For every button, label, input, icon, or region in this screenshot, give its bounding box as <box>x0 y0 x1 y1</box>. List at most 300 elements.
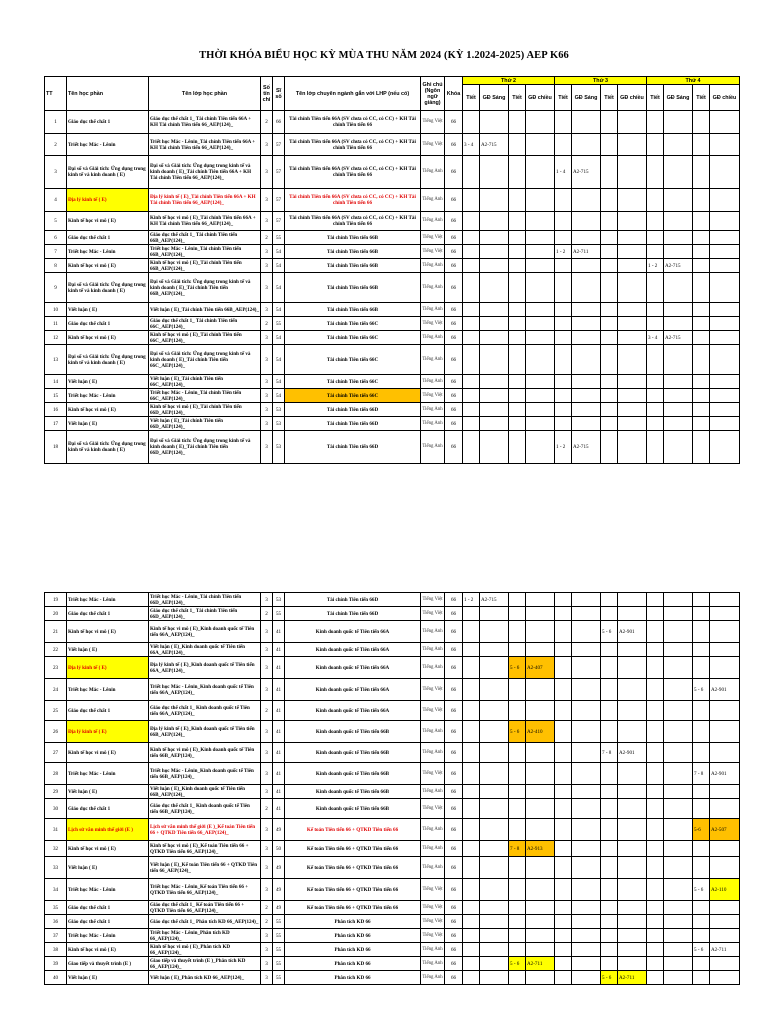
table-row <box>45 259 740 273</box>
room-cell <box>710 841 740 857</box>
room-cell <box>572 111 601 134</box>
room-cell <box>618 819 647 841</box>
period-cell <box>555 841 572 857</box>
room-cell <box>664 417 693 431</box>
room-cell <box>526 593 555 607</box>
course-name: Triết học Mác - Lênin <box>67 679 149 701</box>
class-section-name: Kinh tế học vi mô ( E)_Tài chính Tiên tiến 66B_AEP(124)_ <box>149 259 261 273</box>
period-cell <box>463 901 480 915</box>
period-cell <box>647 957 664 971</box>
period-cell <box>601 345 618 375</box>
period-cell <box>463 819 480 841</box>
course-name: Địa lý kinh tế ( E) <box>67 657 149 679</box>
room-cell <box>480 763 509 785</box>
room-cell <box>526 212 555 231</box>
row-number: 38 <box>45 943 67 957</box>
major-class: Tài chính Tiên tiến 66B <box>285 303 421 317</box>
period-cell <box>647 417 664 431</box>
period-cell <box>693 657 710 679</box>
period-cell <box>601 189 618 212</box>
room-cell: A2-715 <box>572 431 601 464</box>
period-cell <box>647 231 664 245</box>
room-cell <box>710 245 740 259</box>
room-cell <box>618 799 647 819</box>
room-cell <box>526 156 555 189</box>
class-section-name: Đại số và Giải tích: Ứng dụng trong kinh tế và kinh doanh ( E)_Tài chính Tiên tiến 66C_AEP(124)_ <box>149 345 261 375</box>
header-sub-2-2: Tiết <box>693 85 710 111</box>
period-cell <box>463 799 480 819</box>
student-count: 55 <box>273 929 285 943</box>
cohort: 66 <box>445 679 463 701</box>
student-count: 53 <box>273 417 285 431</box>
table-row <box>45 785 740 799</box>
room-cell <box>572 189 601 212</box>
period-cell <box>601 701 618 721</box>
row-number: 37 <box>45 929 67 943</box>
room-cell <box>618 679 647 701</box>
row-number: 7 <box>45 245 67 259</box>
language-note: Tiếng Việt <box>421 111 445 134</box>
period-cell <box>555 273 572 303</box>
header-student-count: Sĩ số <box>273 77 285 111</box>
room-cell <box>710 915 740 929</box>
period-cell <box>601 331 618 345</box>
row-number: 12 <box>45 331 67 345</box>
period-cell <box>647 721 664 743</box>
class-section-name: Viết luận ( E)_Tài chính Tiên tiến 66C_AEP(124)_ <box>149 375 261 389</box>
course-name: Triết học Mác - Lênin <box>67 929 149 943</box>
period-cell <box>463 621 480 643</box>
credits: 2 <box>261 317 273 331</box>
room-cell <box>480 679 509 701</box>
period-cell <box>555 857 572 879</box>
period-cell <box>509 403 526 417</box>
period-cell <box>647 607 664 621</box>
room-cell <box>526 929 555 943</box>
period-cell <box>601 212 618 231</box>
period-cell: 5-6 <box>693 819 710 841</box>
period-cell <box>693 212 710 231</box>
period-cell <box>555 971 572 985</box>
cohort: 66 <box>445 879 463 901</box>
header-day-3: Thứ 3 <box>555 77 647 85</box>
class-section-name: Viết luận ( E)_Kinh doanh quốc tế Tiên tiến 66A_AEP(124)_ <box>149 643 261 657</box>
cohort: 66 <box>445 607 463 621</box>
room-cell <box>480 785 509 799</box>
period-cell <box>463 785 480 799</box>
period-cell <box>647 943 664 957</box>
room-cell <box>572 971 601 985</box>
room-cell <box>710 701 740 721</box>
cohort: 66 <box>445 593 463 607</box>
room-cell <box>664 621 693 643</box>
language-note: Tiếng Việt <box>421 679 445 701</box>
course-name: Triết học Mác - Lênin <box>67 763 149 785</box>
major-class: Tài chính Tiên tiến 66B <box>285 245 421 259</box>
period-cell <box>693 607 710 621</box>
period-cell <box>693 593 710 607</box>
course-name: Viết luận ( E) <box>67 857 149 879</box>
period-cell <box>647 643 664 657</box>
credits: 3 <box>261 929 273 943</box>
course-name: Viết luận ( E) <box>67 303 149 317</box>
period-cell <box>509 785 526 799</box>
room-cell <box>710 231 740 245</box>
room-cell <box>664 879 693 901</box>
room-cell <box>664 156 693 189</box>
class-section-name: Giáo dục thể chất 1_ Kinh doanh quốc tế Tiên tiến 66B_AEP(124)_ <box>149 799 261 819</box>
language-note: Tiếng Anh <box>421 841 445 857</box>
room-cell <box>664 841 693 857</box>
cohort: 66 <box>445 403 463 417</box>
period-cell <box>647 701 664 721</box>
period-cell <box>509 317 526 331</box>
row-number: 5 <box>45 212 67 231</box>
language-note: Tiếng Việt <box>421 701 445 721</box>
room-cell <box>664 593 693 607</box>
period-cell <box>601 389 618 403</box>
table-row <box>45 156 740 189</box>
room-cell <box>618 957 647 971</box>
course-name: Đại số và Giải tích: Ứng dụng trong kinh tế và kinh doanh ( E) <box>67 431 149 464</box>
period-cell <box>647 245 664 259</box>
class-section-name: Địa lý kinh tế ( E)_Kinh doanh quốc tế Tiên tiến 66A_AEP(124)_ <box>149 657 261 679</box>
room-cell <box>710 345 740 375</box>
room-cell <box>664 743 693 763</box>
class-section-name: Triết học Mác - Lênin_Tài chính Tiên tiến 66C_AEP(124)_ <box>149 389 261 403</box>
period-cell <box>463 345 480 375</box>
room-cell <box>480 389 509 403</box>
period-cell: 5 - 6 <box>601 621 618 643</box>
student-count: 41 <box>273 785 285 799</box>
room-cell <box>664 957 693 971</box>
room-cell: A2-110 <box>710 879 740 901</box>
class-section-name: Viết luận ( E)_Kinh doanh quốc tế Tiên tiến 66B_AEP(124)_ <box>149 785 261 799</box>
room-cell <box>480 345 509 375</box>
major-class: Tài chính Tiên tiến 66B <box>285 273 421 303</box>
class-section-name: Giáo dục thể chất 1_ Tài chính Tiên tiến 66D_AEP(124)_ <box>149 607 261 621</box>
table-row <box>45 819 740 841</box>
period-cell <box>555 403 572 417</box>
student-count: 49 <box>273 819 285 841</box>
room-cell <box>710 303 740 317</box>
room-cell <box>480 943 509 957</box>
room-cell <box>664 111 693 134</box>
period-cell <box>693 857 710 879</box>
room-cell <box>710 375 740 389</box>
language-note: Tiếng Anh <box>421 273 445 303</box>
period-cell: 5 - 6 <box>509 657 526 679</box>
room-cell <box>526 431 555 464</box>
credits: 3 <box>261 189 273 212</box>
period-cell <box>463 303 480 317</box>
period-cell <box>647 763 664 785</box>
student-count: 57 <box>273 156 285 189</box>
room-cell <box>618 431 647 464</box>
period-cell <box>693 929 710 943</box>
period-cell <box>463 431 480 464</box>
language-note: Tiếng Anh <box>421 375 445 389</box>
course-name: Kinh tế học vi mô ( E) <box>67 943 149 957</box>
period-cell <box>601 607 618 621</box>
period-cell <box>555 607 572 621</box>
period-cell <box>693 389 710 403</box>
room-cell <box>480 879 509 901</box>
period-cell <box>601 901 618 915</box>
room-cell <box>618 231 647 245</box>
room-cell <box>618 929 647 943</box>
room-cell <box>664 245 693 259</box>
major-class: Tài chính Tiên tiến 66D <box>285 417 421 431</box>
room-cell: A2-711 <box>572 245 601 259</box>
period-cell <box>463 317 480 331</box>
cohort: 66 <box>445 643 463 657</box>
table-row <box>45 231 740 245</box>
major-class: Kế toán Tiên tiến 66 + QTKD Tiên tiến 66 <box>285 819 421 841</box>
period-cell <box>647 403 664 417</box>
header-class-name: Tên lớp học phần <box>149 77 261 111</box>
period-cell <box>555 345 572 375</box>
student-count: 41 <box>273 743 285 763</box>
header-day-4: Thứ 4 <box>647 77 740 85</box>
cohort: 66 <box>445 763 463 785</box>
cohort: 66 <box>445 189 463 212</box>
language-note: Tiếng Việt <box>421 879 445 901</box>
period-cell <box>601 915 618 929</box>
language-note: Tiếng Anh <box>421 403 445 417</box>
room-cell: A2-901 <box>710 679 740 701</box>
room-cell <box>572 857 601 879</box>
period-cell <box>555 189 572 212</box>
cohort: 66 <box>445 915 463 929</box>
class-section-name: Đại số và Giải tích: Ứng dụng trong kinh tế và kinh doanh ( E)_Tài chính Tiên tiến 66B_AEP(124)_ <box>149 273 261 303</box>
room-cell <box>480 212 509 231</box>
period-cell <box>693 643 710 657</box>
period-cell <box>693 743 710 763</box>
major-class: Phân tích KD 66 <box>285 971 421 985</box>
row-number: 33 <box>45 857 67 879</box>
table-row <box>45 431 740 464</box>
course-name: Viết luận ( E) <box>67 417 149 431</box>
room-cell <box>480 721 509 743</box>
table-row <box>45 621 740 643</box>
room-cell <box>710 657 740 679</box>
room-cell <box>710 721 740 743</box>
credits: 2 <box>261 799 273 819</box>
period-cell <box>693 431 710 464</box>
row-number: 18 <box>45 431 67 464</box>
period-cell <box>509 943 526 957</box>
major-class: Phân tích KD 66 <box>285 915 421 929</box>
period-cell <box>509 799 526 819</box>
period-cell: 5 - 6 <box>693 879 710 901</box>
student-count: 41 <box>273 701 285 721</box>
period-cell <box>693 915 710 929</box>
credits: 3 <box>261 819 273 841</box>
cohort: 66 <box>445 431 463 464</box>
major-class: Phân tích KD 66 <box>285 957 421 971</box>
period-cell <box>647 389 664 403</box>
row-number: 30 <box>45 799 67 819</box>
table-row <box>45 417 740 431</box>
room-cell <box>526 679 555 701</box>
room-cell <box>664 643 693 657</box>
period-cell <box>647 799 664 819</box>
period-cell <box>463 915 480 929</box>
room-cell <box>664 971 693 985</box>
header-cohort: Khóa <box>445 77 463 111</box>
cohort: 66 <box>445 785 463 799</box>
period-cell <box>693 901 710 915</box>
student-count: 54 <box>273 259 285 273</box>
language-note: Tiếng Anh <box>421 189 445 212</box>
major-class: Tài chính Tiên tiến 66C <box>285 317 421 331</box>
table-row <box>45 957 740 971</box>
room-cell <box>618 273 647 303</box>
room-cell <box>572 841 601 857</box>
period-cell <box>693 417 710 431</box>
period-cell: 3 - 4 <box>647 331 664 345</box>
period-cell <box>509 857 526 879</box>
page-title: THỜI KHÓA BIỂU HỌC KỲ MÙA THU NĂM 2024 (KỲ 1.2024-2025) AEP K66 <box>199 50 569 61</box>
credits: 2 <box>261 111 273 134</box>
room-cell <box>664 929 693 943</box>
period-cell <box>693 403 710 417</box>
room-cell <box>572 607 601 621</box>
room-cell <box>710 317 740 331</box>
table-row <box>45 375 740 389</box>
room-cell <box>572 743 601 763</box>
language-note: Tiếng Anh <box>421 857 445 879</box>
period-cell <box>509 621 526 643</box>
room-cell <box>480 403 509 417</box>
credits: 3 <box>261 134 273 156</box>
room-cell <box>480 901 509 915</box>
course-name: Kinh tế học vi mô ( E) <box>67 403 149 417</box>
period-cell <box>509 679 526 701</box>
student-count: 55 <box>273 915 285 929</box>
cohort: 66 <box>445 657 463 679</box>
room-cell <box>480 643 509 657</box>
course-name: Đại số và Giải tích: Ứng dụng trong kinh tế và kinh doanh ( E) <box>67 273 149 303</box>
language-note: Tiếng Anh <box>421 417 445 431</box>
room-cell <box>480 431 509 464</box>
period-cell <box>463 417 480 431</box>
credits: 3 <box>261 417 273 431</box>
major-class: Kinh doanh quốc tế Tiên tiến 66A <box>285 679 421 701</box>
cohort: 66 <box>445 389 463 403</box>
period-cell <box>601 943 618 957</box>
language-note: Tiếng Việt <box>421 134 445 156</box>
row-number: 1 <box>45 111 67 134</box>
cohort: 66 <box>445 929 463 943</box>
room-cell <box>480 231 509 245</box>
cohort: 66 <box>445 971 463 985</box>
period-cell <box>509 901 526 915</box>
credits: 3 <box>261 403 273 417</box>
credits: 3 <box>261 857 273 879</box>
room-cell <box>572 259 601 273</box>
room-cell <box>618 245 647 259</box>
student-count: 41 <box>273 799 285 819</box>
course-name: Giao tiếp và thuyết trình (E ) <box>67 957 149 971</box>
class-section-name: Kinh tế học vi mô ( E)_Tài chính Tiên tiến 66D_AEP(124)_ <box>149 403 261 417</box>
period-cell <box>601 657 618 679</box>
course-name: Giáo dục thể chất 1 <box>67 607 149 621</box>
student-count: 41 <box>273 763 285 785</box>
room-cell <box>710 331 740 345</box>
period-cell <box>647 273 664 303</box>
room-cell <box>480 156 509 189</box>
room-cell <box>710 259 740 273</box>
period-cell <box>601 721 618 743</box>
cohort: 66 <box>445 331 463 345</box>
header-credits: Số tín chỉ <box>261 77 273 111</box>
course-name: Địa lý kinh tế ( E) <box>67 721 149 743</box>
room-cell <box>526 607 555 621</box>
room-cell: A2-407 <box>526 657 555 679</box>
credits: 2 <box>261 231 273 245</box>
course-name: Địa lý kinh tế ( E) <box>67 189 149 212</box>
period-cell <box>693 701 710 721</box>
header-sub-2-3: GĐ chiều <box>710 85 740 111</box>
language-note: Tiếng Anh <box>421 957 445 971</box>
period-cell <box>509 431 526 464</box>
period-cell <box>647 189 664 212</box>
cohort: 66 <box>445 111 463 134</box>
period-cell <box>555 763 572 785</box>
major-class: Kinh doanh quốc tế Tiên tiến 66B <box>285 785 421 799</box>
period-cell <box>647 375 664 389</box>
table-row <box>45 721 740 743</box>
row-number: 40 <box>45 971 67 985</box>
period-cell <box>555 929 572 943</box>
room-cell <box>710 189 740 212</box>
period-cell <box>555 657 572 679</box>
student-count: 57 <box>273 189 285 212</box>
language-note: Tiếng Việt <box>421 317 445 331</box>
period-cell <box>647 156 664 189</box>
room-cell <box>526 375 555 389</box>
period-cell <box>509 189 526 212</box>
room-cell: A2-715 <box>664 259 693 273</box>
cohort: 66 <box>445 957 463 971</box>
period-cell <box>693 317 710 331</box>
student-count: 49 <box>273 901 285 915</box>
table-row <box>45 929 740 943</box>
credits: 2 <box>261 701 273 721</box>
credits: 3 <box>261 971 273 985</box>
cohort: 66 <box>445 273 463 303</box>
class-section-name: Viết luận ( E)_Tài chính Tiên tiến 66B_AEP(124)_ <box>149 303 261 317</box>
room-cell <box>572 593 601 607</box>
class-section-name: Triết học Mác - Lênin_Kinh doanh quốc tế Tiên tiến 66B_AEP(124)_ <box>149 763 261 785</box>
room-cell <box>526 303 555 317</box>
period-cell <box>601 643 618 657</box>
row-number: 32 <box>45 841 67 857</box>
row-number: 29 <box>45 785 67 799</box>
student-count: 57 <box>273 134 285 156</box>
room-cell <box>526 189 555 212</box>
room-cell <box>618 857 647 879</box>
timetable-part-1 <box>44 76 740 464</box>
room-cell <box>664 273 693 303</box>
room-cell <box>526 111 555 134</box>
period-cell <box>601 593 618 607</box>
course-name: Giáo dục thể chất 1 <box>67 231 149 245</box>
period-cell <box>463 607 480 621</box>
language-note: Tiếng Việt <box>421 763 445 785</box>
